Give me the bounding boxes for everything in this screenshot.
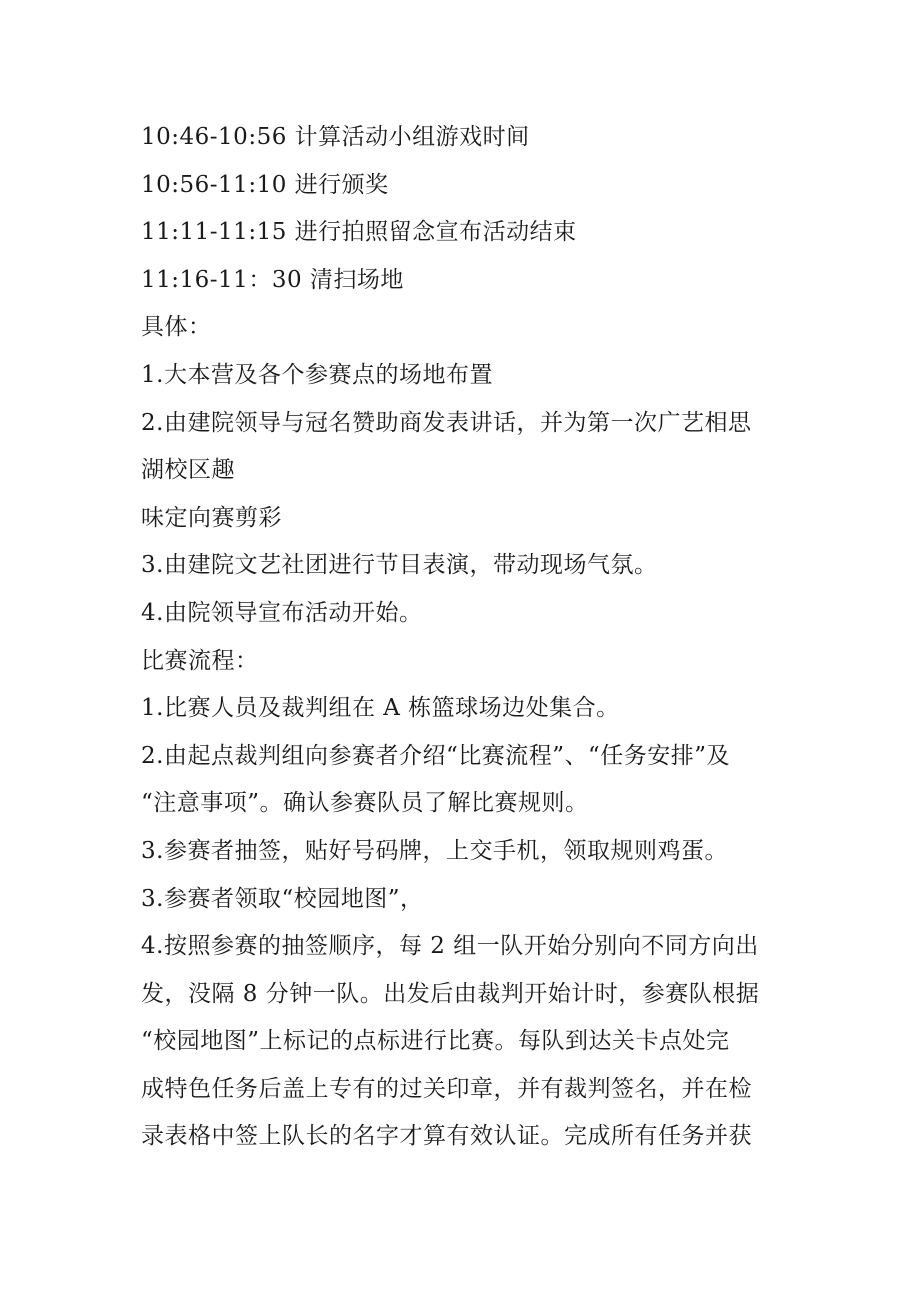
document-body	[141, 114, 791, 1161]
section-heading: 具体：	[141, 314, 212, 341]
paragraph-line: 4.由院领导宣布活动开始。	[141, 599, 423, 626]
schedule-line: 10:56-11:10 进行颁奖	[141, 171, 389, 198]
paragraph-line: 发，没隔 8 分钟一队。出发后由裁判开始计时，参赛队根据	[141, 980, 760, 1007]
paragraph-line: “注意事项”。确认参赛队员了解比赛规则。	[141, 790, 589, 817]
paragraph-line: 1.比赛人员及裁判组在 A 栋篮球场边处集合。	[141, 695, 620, 722]
schedule-line: 10:46-10:56 计算活动小组游戏时间	[141, 124, 530, 150]
paragraph-line: 味定向赛剪彩	[141, 504, 282, 531]
paragraph-line: 湖校区趣	[141, 457, 235, 484]
paragraph-line: “校园地图”上标记的点标进行比赛。每队到达关卡点处完	[141, 1028, 730, 1055]
paragraph-line: 4.按照参赛的抽签顺序，每 2 组一队开始分别向不同方向出	[141, 933, 759, 960]
schedule-line: 11:11-11:15 进行拍照留念宣布活动结束	[141, 219, 577, 246]
paragraph-line: 3.参赛者抽签，贴好号码牌，上交手机，领取规则鸡蛋。	[141, 837, 728, 864]
paragraph-line: 成特色任务后盖上专有的过关印章，并有裁判签名，并在检	[141, 1075, 752, 1102]
paragraph-line: 2.由起点裁判组向参赛者介绍“比赛流程”、“任务安排”及	[141, 742, 730, 769]
paragraph-line: 3.参赛者领取“校园地图”，	[141, 885, 424, 912]
paragraph-line: 录表格中签上队长的名字才算有效认证。完成所有任务并获	[141, 1123, 752, 1150]
section-heading: 比赛流程：	[141, 647, 259, 674]
paragraph-line: 1.大本营及各个参赛点的场地布置	[141, 361, 493, 388]
paragraph-line: 2.由建院领导与冠名赞助商发表讲话，并为第一次广艺相思	[141, 409, 752, 436]
paragraph-line: 3.由建院文艺社团进行节目表演，带动现场气氛。	[141, 552, 658, 579]
schedule-line: 11:16-11：30 清扫场地	[141, 266, 404, 293]
